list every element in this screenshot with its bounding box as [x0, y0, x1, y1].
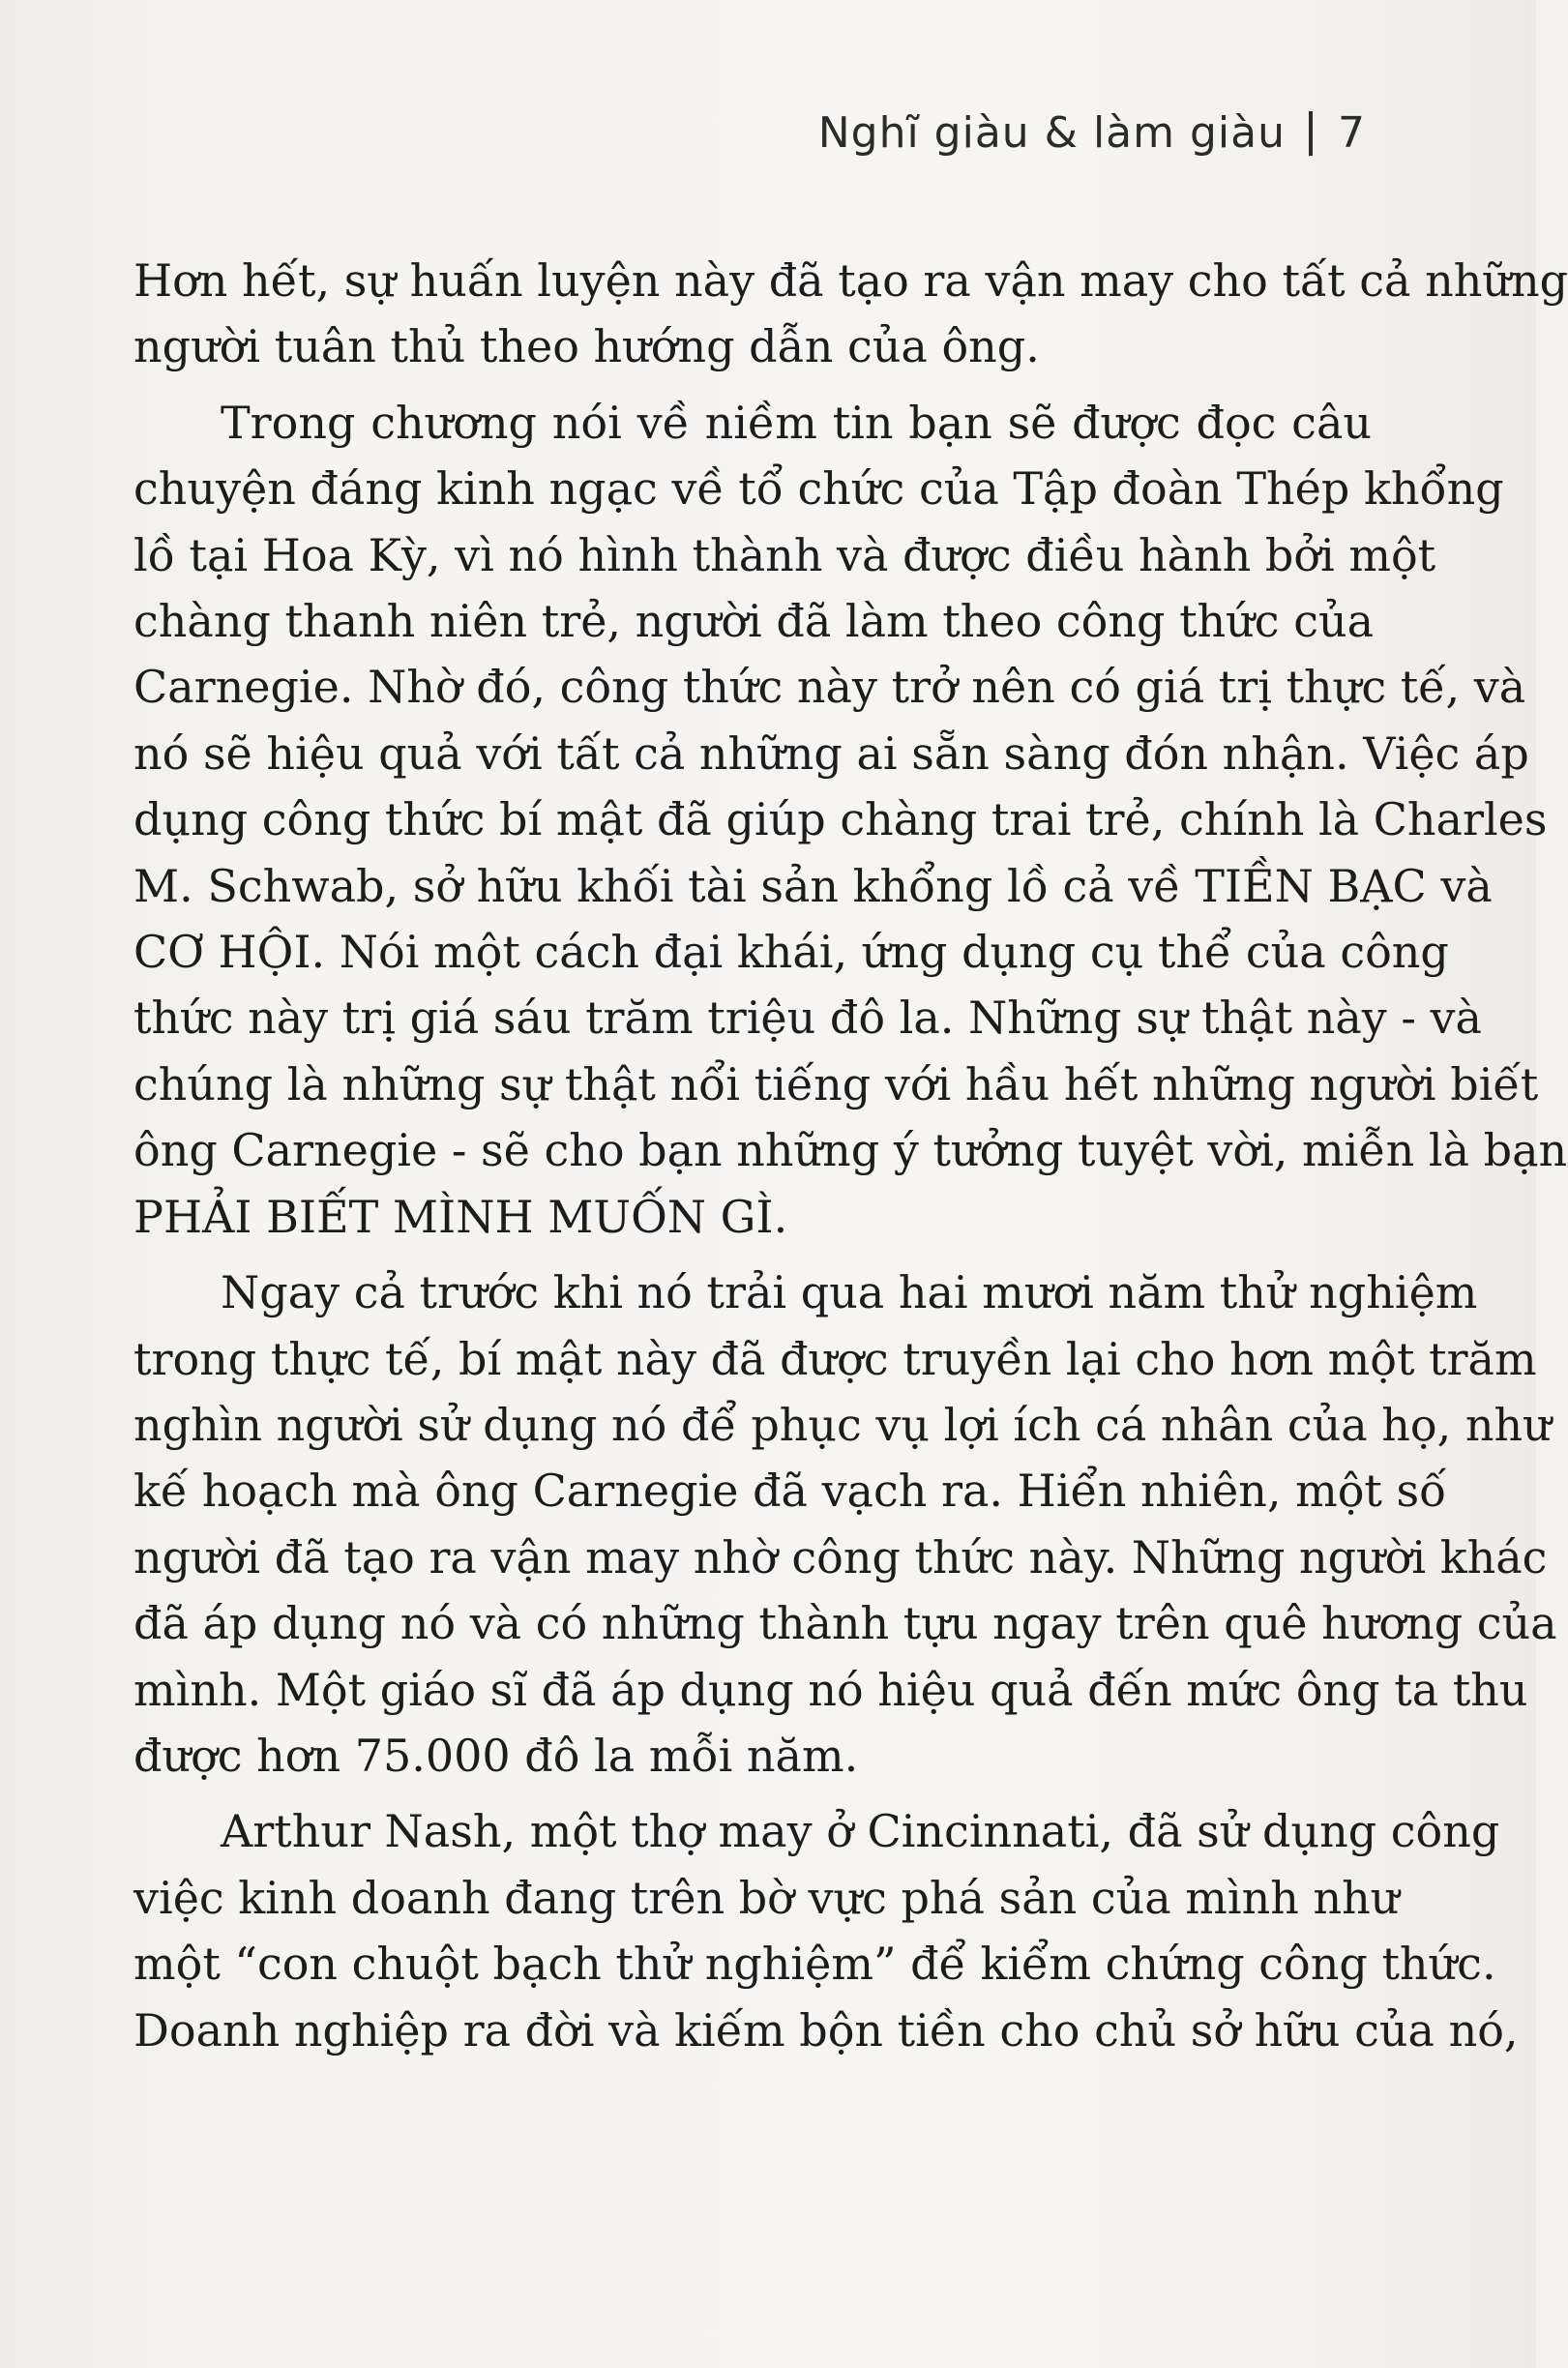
text-line: M. Schwab, sở hữu khối tài sản khổng lồ cả về TIỀN BẠC và: [133, 859, 1493, 912]
text-line: đã áp dụng nó và có những thành tựu ngay trên quê hương của: [133, 1597, 1557, 1650]
page-number: 7: [1338, 108, 1366, 158]
text-line: thức này trị giá sáu trăm triệu đô la. Những sự thật này - và: [133, 992, 1482, 1045]
text-line: Carnegie. Nhờ đó, công thức này trở nên có giá trị thực tế, và: [133, 661, 1526, 714]
body-text: [133, 248, 1568, 2063]
text-line: Ngay cả trước khi nó trải qua hai mươi năm thử nghiệm: [221, 1266, 1478, 1319]
text-line: PHẢI BIẾT MÌNH MUỐN GÌ.: [133, 1190, 788, 1243]
text-line: việc kinh doanh đang trên bờ vực phá sản của mình như: [133, 1871, 1400, 1924]
text-line: Hơn hết, sự huấn luyện này đã tạo ra vận may cho tất cả những: [133, 254, 1568, 307]
text-line: được hơn 75.000 đô la mỗi năm.: [133, 1729, 859, 1782]
paragraph-2: [133, 390, 1568, 1250]
text-line: Trong chương nói về niềm tin bạn sẽ được đọc câu: [221, 396, 1372, 449]
text-line: trong thực tế, bí mật này đã được truyền lại cho hơn một trăm: [133, 1332, 1537, 1385]
running-header: [818, 108, 1366, 158]
paragraph-4: [133, 1798, 1519, 2063]
text-line: CƠ HỘI. Nói một cách đại khái, ứng dụng cụ thể của công: [133, 926, 1449, 979]
book-title: Nghĩ giàu & làm giàu: [817, 108, 1286, 158]
text-line: Doanh nghiệp ra đời và kiếm bộn tiền cho chủ sở hữu của nó,: [133, 2003, 1519, 2057]
text-line: lồ tại Hoa Kỳ, vì nó hình thành và được điều hành bởi một: [133, 528, 1436, 581]
text-line: chúng là những sự thật nổi tiếng với hầu hết những người biết: [133, 1057, 1539, 1110]
text-line: người tuân thủ theo hướng dẫn của ông.: [133, 320, 1040, 373]
header-separator: [1309, 111, 1313, 156]
text-line: người đã tạo ra vận may nhờ công thức này. Những người khác: [133, 1530, 1548, 1584]
paragraph-1: [133, 248, 1568, 380]
text-line: một “con chuột bạch thử nghiệm” để kiểm chứng công thức.: [133, 1938, 1496, 1991]
paragraph-3: [133, 1259, 1557, 1789]
text-line: chuyện đáng kinh ngạc về tổ chức của Tập đoàn Thép khổng: [133, 462, 1504, 516]
text-line: Arthur Nash, một thợ may ở Cincinnati, đã sử dụng công: [221, 1805, 1500, 1858]
text-line: chàng thanh niên trẻ, người đã làm theo công thức của: [133, 595, 1375, 648]
text-line: ông Carnegie - sẽ cho bạn những ý tưởng tuyệt vời, miễn là bạn: [133, 1124, 1568, 1177]
text-line: dụng công thức bí mật đã giúp chàng trai trẻ, chính là Charles: [133, 793, 1548, 846]
text-line: nó sẽ hiệu quả với tất cả những ai sẵn sàng đón nhận. Việc áp: [133, 726, 1529, 780]
text-line: mình. Một giáo sĩ đã áp dụng nó hiệu quả đến mức ông ta thu: [133, 1663, 1528, 1716]
text-line: nghìn người sử dụng nó để phục vụ lợi ích cá nhân của họ, như: [133, 1398, 1552, 1451]
text-line: kế hoạch mà ông Carnegie đã vạch ra. Hiển nhiên, một số: [133, 1465, 1447, 1518]
